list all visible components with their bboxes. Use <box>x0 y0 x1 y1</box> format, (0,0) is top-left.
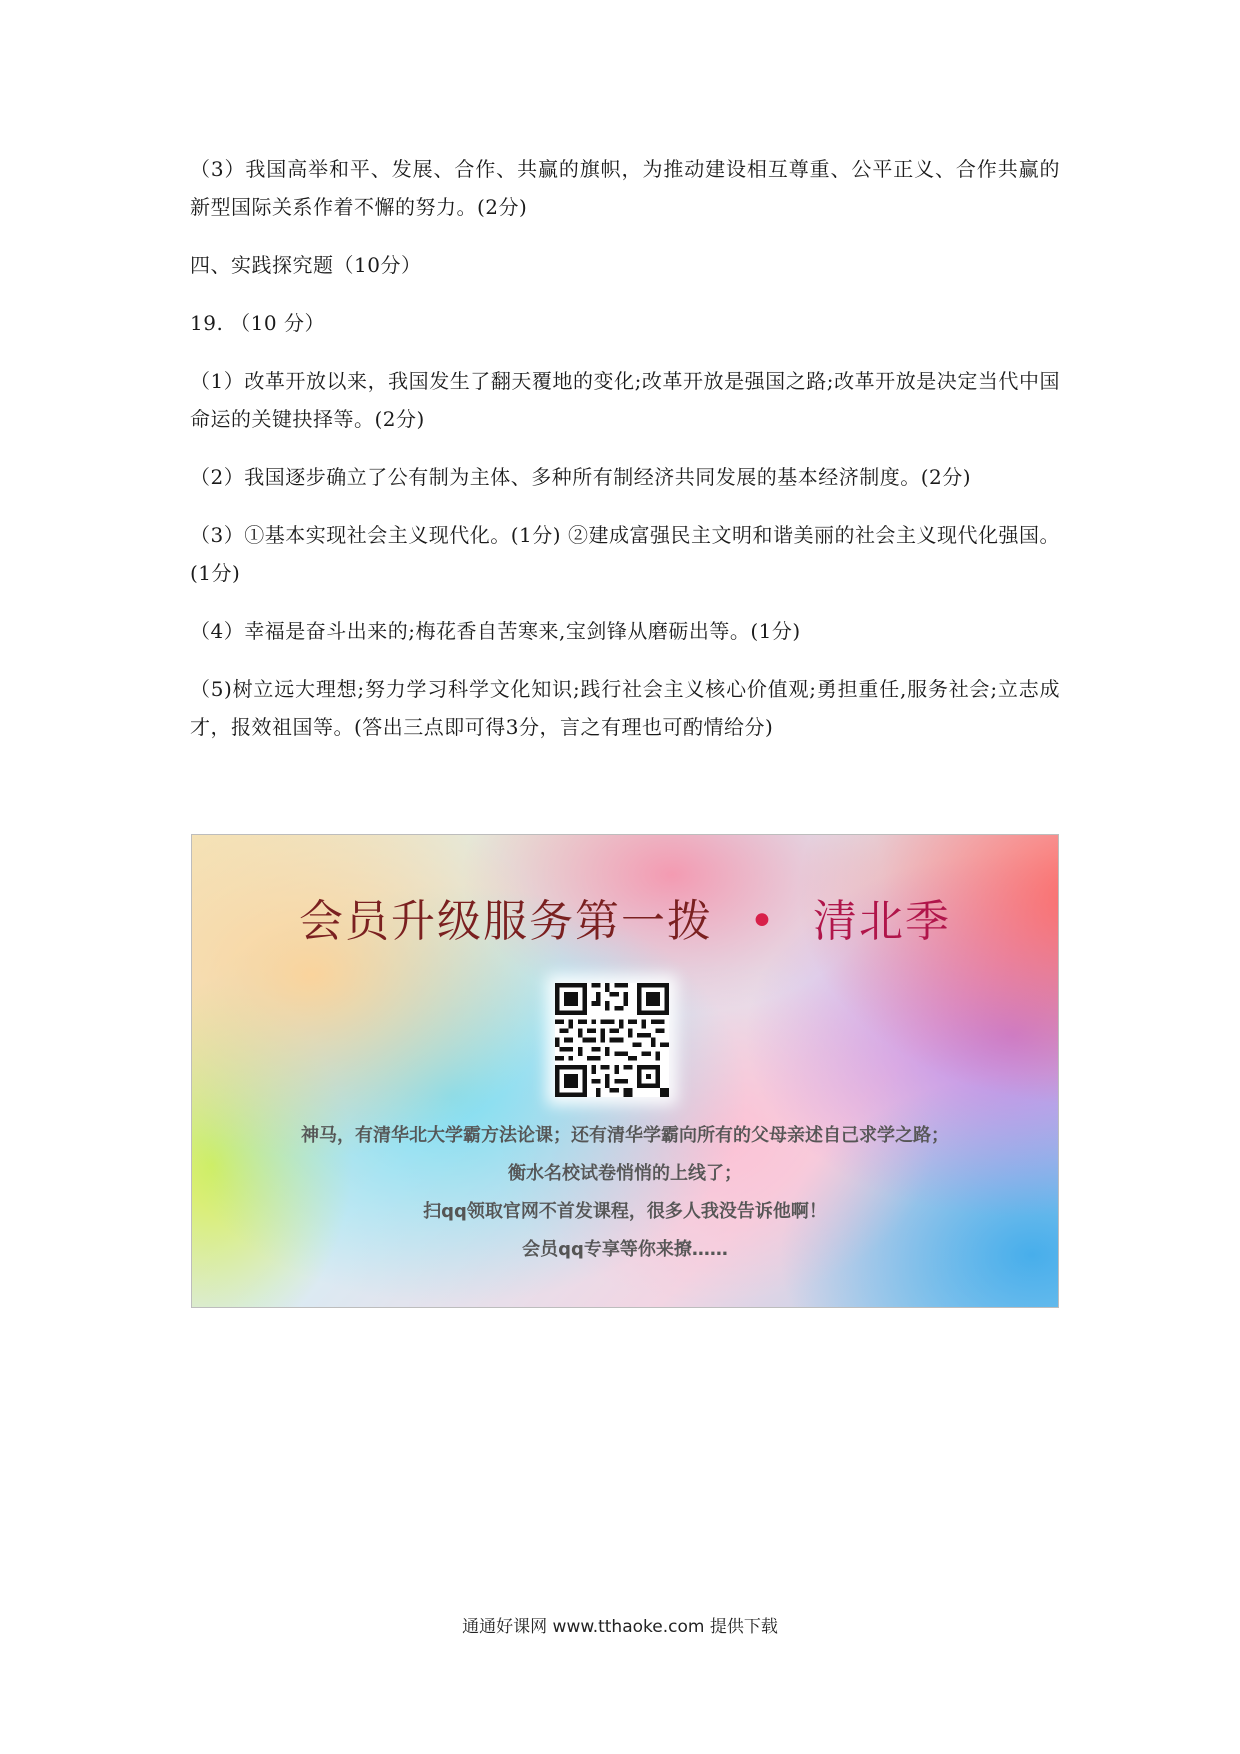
answer-paragraph-4: （4）幸福是奋斗出来的;梅花香自苦寒来,宝剑锋从磨砺出等。(1分) <box>190 619 801 643</box>
banner-title-left: 会员升级服务第一拨 <box>299 896 714 947</box>
answer-paragraph-3: （3）我国高举和平、发展、合作、共赢的旗帜，为推动建设相互尊重、公平正义、合作共赢的新型国际关系作着不懈的努力。(2分) <box>190 157 1060 219</box>
banner-line-4: 会员qq专享等你来撩…… <box>522 1239 728 1260</box>
qr-code-graphic <box>555 983 669 1097</box>
banner-line-1: 神马，有清华北大学霸方法论课；还有清华学霸向所有的父母亲述自己求学之路； <box>301 1125 949 1146</box>
answer-content <box>190 150 1060 766</box>
banner-line-3: 扫qq领取官网不首发课程，很多人我没告诉他啊！ <box>423 1201 827 1222</box>
page-footer: 通通好课网 www.tthaoke.com 提供下载 <box>462 1617 778 1637</box>
banner-title <box>192 885 1058 949</box>
question-number: 19. （10 分） <box>190 311 325 335</box>
banner-title-dot: • <box>749 896 777 947</box>
banner-text <box>192 1117 1058 1269</box>
answer-paragraph-3b: （3）①基本实现社会主义现代化。(1分) ②建成富强民主文明和谐美丽的社会主义现代化强国。(1分) <box>190 523 1060 585</box>
banner-line-2: 衡水名校试卷悄悄的上线了； <box>508 1163 742 1184</box>
qr-code-icon[interactable] <box>555 983 669 1097</box>
answer-paragraph-2: （2）我国逐步确立了公有制为主体、多种所有制经济共同发展的基本经济制度。(2分) <box>190 465 972 489</box>
section-heading: 四、实践探究题（10分） <box>190 253 422 277</box>
answer-paragraph-5: （5)树立远大理想;努力学习科学文化知识;践行社会主义核心价值观;勇担重任,服务社会;立志成才，报效祖国等。(答出三点即可得3分，言之有理也可酌情给分) <box>190 677 1060 739</box>
promo-banner <box>191 834 1059 1308</box>
answer-paragraph-1: （1）改革开放以来，我国发生了翻天覆地的变化;改革开放是强国之路;改革开放是决定当代中国命运的关键抉择等。(2分) <box>190 369 1060 431</box>
banner-title-right: 清北季 <box>812 896 951 947</box>
